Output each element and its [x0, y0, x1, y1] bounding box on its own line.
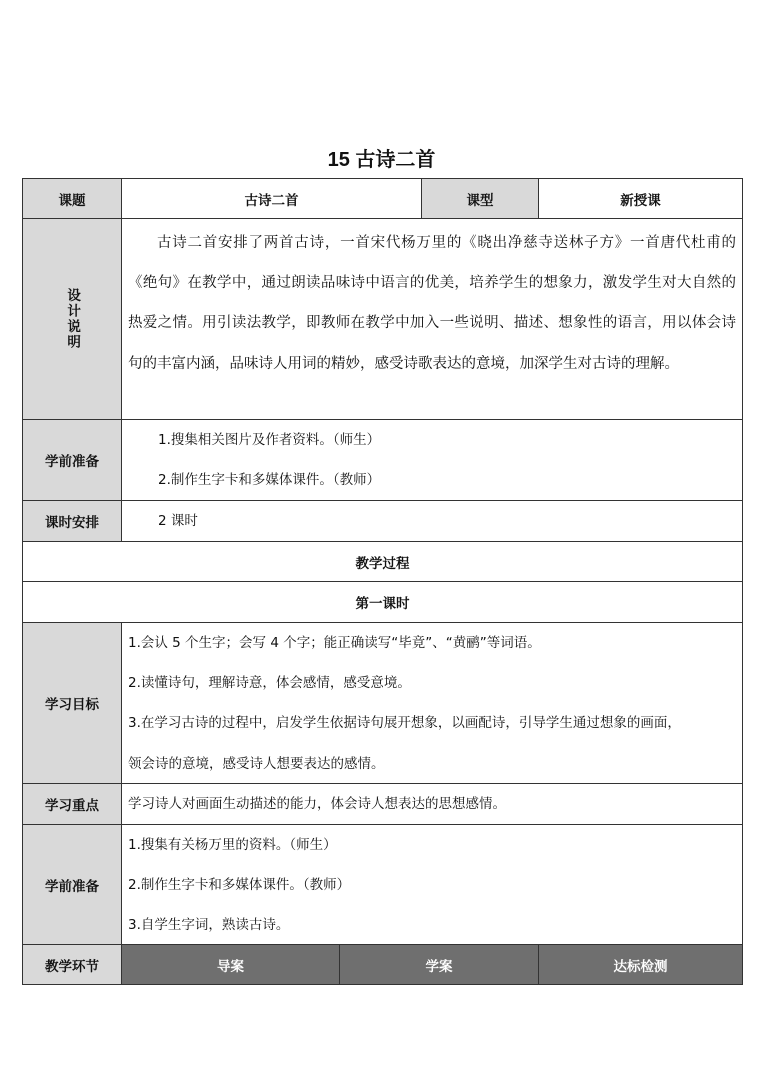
prep2-label-text: 学前准备	[45, 878, 99, 895]
stages-label-text: 教学环节	[45, 958, 99, 975]
prep2-item: 3.自学生字词，熟读古诗。	[128, 917, 290, 934]
prep1-label-text: 学前准备	[45, 454, 99, 470]
type-value-text: 新授课	[620, 192, 661, 209]
prep2-list	[121, 824, 743, 945]
prep1-label	[22, 419, 122, 501]
topic-label-text: 课题	[58, 192, 86, 209]
prep1-item: 1.搜集相关图片及作者资料。（师生）	[158, 432, 381, 448]
design-text: 古诗二首安排了两首古诗，一首宋代杨万里的《晓出净慈寺送林子方》一首唐代杜甫的《绝句》在教学中，通过朗读品味诗中语言的优美，培养学生的想象力，激发学生对大自然的热爱之情。用引读法教学，即教师在教学中加入一些说明、描述、想象性的语言，用以体会诗句的丰富内涵，品味诗人用词的精妙，感受诗歌表达的意境，加深学生对古诗的理解。	[121, 218, 743, 420]
focus-label	[22, 783, 122, 825]
schedule-label-text: 课时安排	[45, 515, 99, 531]
schedule-label	[22, 500, 122, 542]
prep2-label	[22, 824, 122, 945]
prep1-item: 2.制作生字卡和多媒体课件。（教师）	[158, 472, 381, 489]
stage-column-study-text: 学案	[425, 958, 453, 975]
focus-label-text: 学习重点	[45, 798, 99, 814]
page-title: 15 古诗二首	[327, 149, 436, 171]
type-value	[538, 178, 743, 219]
type-label-text: 课型	[466, 192, 494, 209]
goal-item: 2.读懂诗句，理解诗意，体会感情，感受意境。	[128, 675, 411, 692]
stage-column-assessment	[538, 944, 743, 985]
goals-list	[121, 622, 743, 784]
goal-item: 1.会认 5 个生字；会写 4 个字；能正确读写“毕竟”、“黄鹂”等词语。	[128, 635, 541, 651]
stage-column-guide	[121, 944, 340, 985]
topic-value-text: 古诗二首	[244, 192, 299, 209]
process-heading-text: 教学过程	[355, 555, 410, 572]
lesson-heading-text: 第一课时	[355, 596, 410, 612]
design-label	[22, 218, 122, 420]
focus-value	[121, 783, 743, 825]
stages-label	[22, 944, 122, 985]
prep1-list	[121, 419, 743, 501]
stage-column-guide-text: 导案	[217, 958, 244, 975]
type-label	[421, 178, 539, 219]
prep2-item: 2.制作生字卡和多媒体课件。（教师）	[128, 877, 351, 894]
goal-item: 领会诗的意境，感受诗人想要表达的感情。	[128, 755, 385, 772]
process-heading	[22, 541, 743, 582]
stage-column-assessment-text: 达标检测	[613, 958, 668, 975]
topic-label	[22, 178, 122, 219]
design-label-text: 设计说明	[64, 288, 81, 350]
prep2-item: 1.搜集有关杨万里的资料。（师生）	[128, 837, 337, 853]
lesson-heading	[22, 581, 743, 623]
focus-value-text: 学习诗人对画面生动描述的能力，体会诗人想表达的思想感情。	[128, 796, 506, 812]
topic-value	[121, 178, 422, 219]
goal-item: 3.在学习古诗的过程中，启发学生依据诗句展开想象，以画配诗，引导学生通过想象的画面，	[128, 715, 681, 732]
schedule-value	[121, 500, 743, 542]
schedule-value-text: 2 课时	[158, 513, 198, 529]
stage-column-study	[339, 944, 539, 985]
goals-label-text: 学习目标	[45, 697, 99, 713]
goals-label	[22, 622, 122, 784]
